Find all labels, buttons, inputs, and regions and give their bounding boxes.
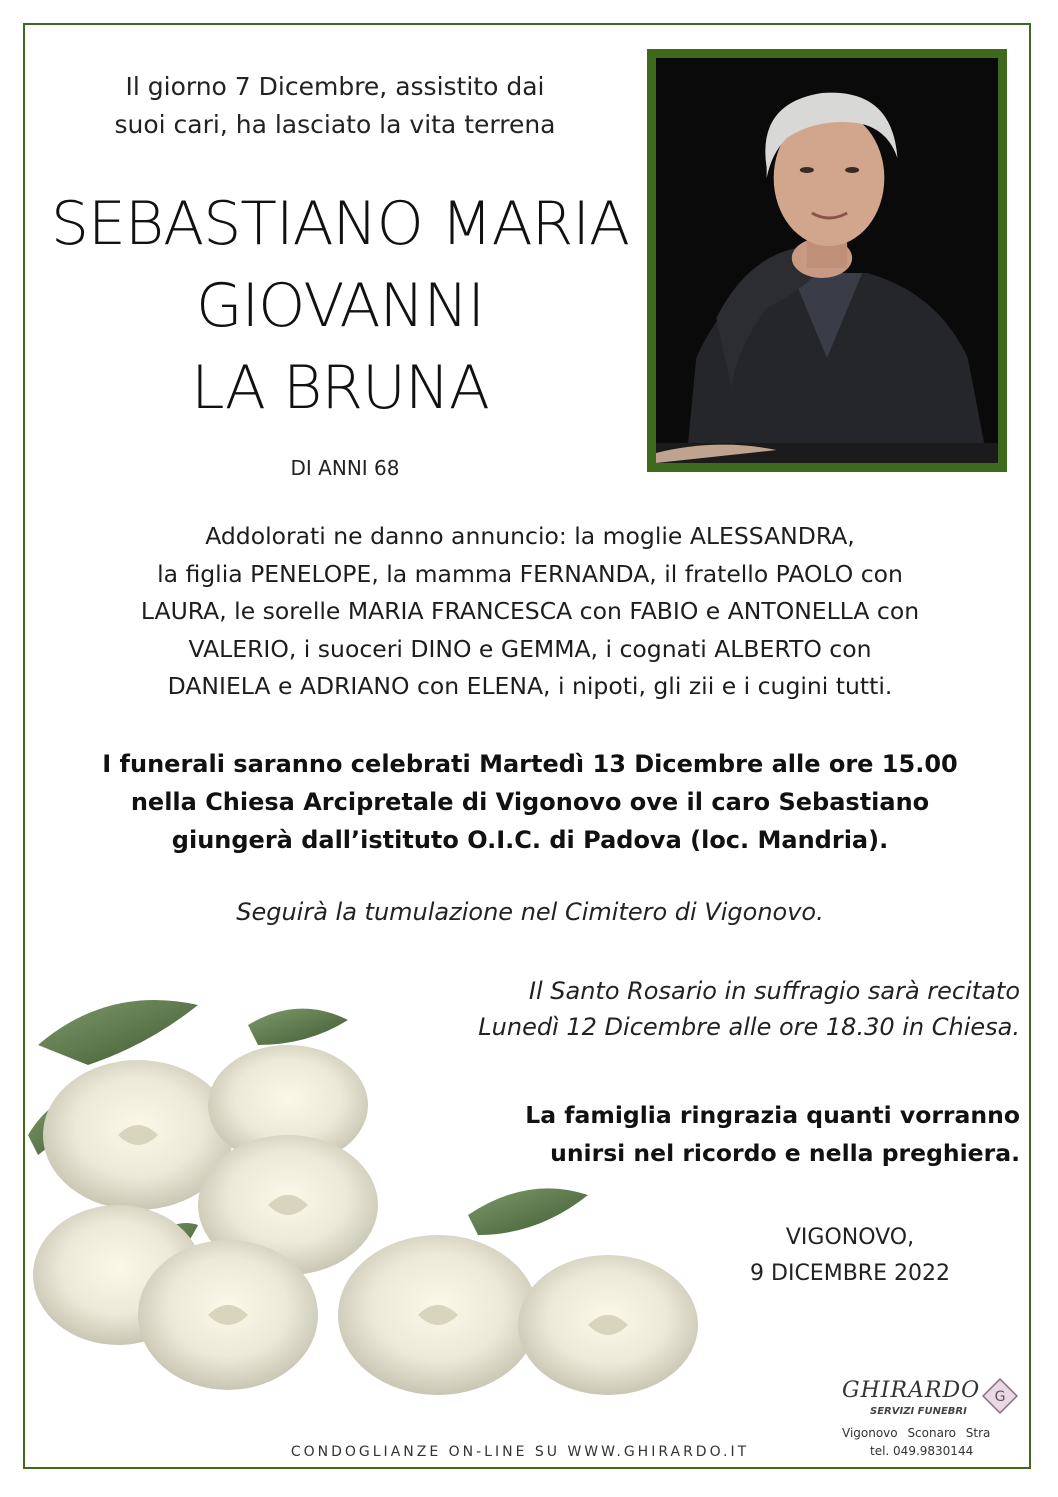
funeral-home-logo bbox=[830, 1376, 1030, 1466]
announcement-line: DANIELA e ADRIANO con ELENA, i nipoti, gli zii e i cugini tutti. bbox=[167, 672, 893, 700]
date-label: 9 DICEMBRE 2022 bbox=[750, 1261, 950, 1286]
name-line: GIOVANNI bbox=[195, 271, 485, 341]
announcement-text bbox=[40, 518, 1020, 706]
deceased-name bbox=[30, 183, 650, 429]
logo-mark-letter: G bbox=[994, 1389, 1006, 1405]
thanks-line: unirsi nel ricordo e nella preghiera. bbox=[550, 1139, 1020, 1167]
intro-line: Il giorno 7 Dicembre, assistito dai bbox=[125, 72, 545, 101]
name-line: LA BRUNA bbox=[191, 353, 489, 423]
funeral-line: nella Chiesa Arcipretale di Vigonovo ove il caro Sebastiano bbox=[130, 788, 930, 816]
intro-line: suoi cari, ha lasciato la vita terrena bbox=[114, 110, 556, 139]
announcement-line: LAURA, le sorelle MARIA FRANCESCA con FABIO e ANTONELLA con bbox=[140, 597, 920, 625]
announcement-line: VALERIO, i suoceri DINO e GEMMA, i cognati ALBERTO con bbox=[188, 634, 872, 663]
rosary-line: Lunedì 12 Dicembre alle ore 18.30 in Chiesa. bbox=[478, 1013, 1020, 1041]
logo-diamond-icon bbox=[980, 1376, 1020, 1416]
portrait-photo bbox=[647, 49, 1007, 472]
funeral-line: I funerali saranno celebrati Martedì 13 Dicembre alle ore 15.00 bbox=[102, 750, 958, 778]
place-date bbox=[720, 1220, 980, 1292]
announcement-line: Addolorati ne danno annuncio: la moglie ALESSANDRA, bbox=[205, 522, 855, 550]
logo-name: GHIRARDO bbox=[842, 1378, 981, 1403]
portrait-illustration bbox=[656, 58, 998, 463]
logo-phone: tel. 049.9830144 bbox=[870, 1444, 974, 1458]
logo-towns: Vigonovo Sconaro Stra bbox=[842, 1426, 991, 1440]
thanks-text bbox=[420, 1096, 1020, 1172]
name-line: SEBASTIANO MARIA bbox=[50, 189, 630, 259]
announcement-line: la figlia PENELOPE, la mamma FERNANDA, il fratello PAOLO con bbox=[157, 559, 903, 588]
rosary-text bbox=[360, 973, 1020, 1045]
funeral-text bbox=[40, 745, 1020, 859]
funeral-line: giungerà dall’istituto O.I.C. di Padova (loc. Mandria). bbox=[171, 826, 889, 854]
age-label: DI ANNI 68 bbox=[290, 456, 400, 480]
intro-text bbox=[70, 68, 600, 144]
logo-subtitle: SERVIZI FUNEBRI bbox=[870, 1406, 967, 1417]
place-label: VIGONOVO, bbox=[785, 1225, 915, 1250]
condolences-link[interactable]: CONDOGLIANZE ON-LINE SU WWW.GHIRARDO.IT bbox=[290, 1444, 750, 1460]
thanks-line: La famiglia ringrazia quanti vorranno bbox=[525, 1101, 1020, 1129]
burial-text: Seguirà la tumulazione nel Cimitero di Vigonovo. bbox=[236, 898, 824, 926]
white-roses-image bbox=[28, 985, 768, 1435]
rosary-line: Il Santo Rosario in suffragio sarà recitato bbox=[528, 977, 1020, 1005]
